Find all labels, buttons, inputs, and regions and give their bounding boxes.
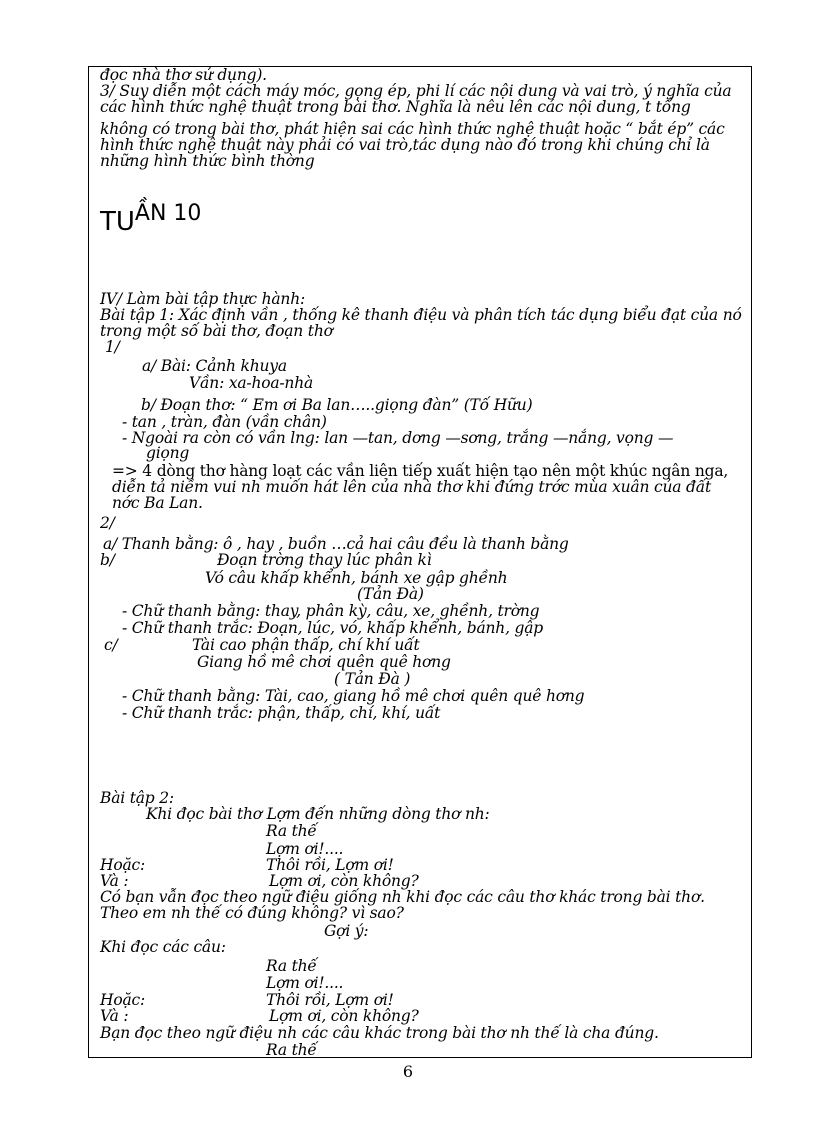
heading-prefix: TU [100,207,135,237]
text-line: - Chữ thanh bằng: thay, phân kỳ, câu, xe, ghềnh, trờng [122,602,540,620]
text-line: a/ Bài: Cảnh khuya [142,357,287,375]
text-line: trong một số bài thơ, đoạn thơ [100,322,333,340]
text-line: b/ [100,551,115,569]
section-title: Bài tập 2: [100,789,174,807]
page-number: 6 [402,1062,414,1081]
text-line: - Chữ thanh bằng: Tài, cao, giang hồ mê chơi quên quê hơng [122,687,585,705]
text-line: đọc nhà thơ sử dụng). [100,66,267,84]
text-line: Gợi ý: [324,922,369,940]
text-line: diễn tả niềm vui nh muốn hát lên của nhà thơ khi đứng trớc mùa xuân của đất [112,478,712,496]
text-line: - Ngoài ra còn có vần lng: lan —tan, dơng —sơng, trắng —nắng, vọng — [122,429,674,447]
text-line: Và : [100,872,129,890]
poem-author: ( Tản Đà ) [334,670,411,688]
text-line: Hoặc: [100,991,145,1009]
poem-line: Đoạn trờng thay lúc phân kì [217,551,432,569]
text-line: Khi đọc các câu: [100,938,226,956]
text-line: Có bạn vẫn đọc theo ngữ điệu giống nh khi đọc các câu thơ khác trong bài thơ. [100,888,705,906]
text-line: những hình thức bình thờng [100,152,315,170]
text-line: Và : [100,1007,129,1025]
poem-line: Vó câu khấp khểnh, bánh xe gập ghềnh [205,569,508,587]
section-heading [100,201,202,237]
text-line: c/ [104,636,118,654]
text-line: Theo em nh thế có đúng không? vì sao? [100,904,404,922]
text-line: a/ Thanh bằng: ô , hay , buồn …cả hai câu đều là thanh bằng [103,535,569,553]
text-line: - Chữ thanh trắc: Đoạn, lúc, vó, khấp khểnh, bánh, gập [122,619,544,637]
heading-rest: ẦN 10 [134,201,202,226]
page-frame [88,66,752,1058]
text-line: 3/ Suy diễn một cách máy móc, gọng ép, phi lí các nội dung và vai trò, ý nghĩa của [100,82,732,100]
text-line: 1/ [105,338,120,356]
poem-line: Ra thế [266,1041,317,1058]
text-line: nớc Ba Lan. [112,494,203,512]
poem-line: Lợm ơi, còn không? [269,1007,419,1025]
poem-line: Lợm ơi, còn không? [269,872,419,890]
poem-line: Giang hồ mê chơi quên quê hơng [197,653,451,671]
text-line: Hoặc: [100,856,145,874]
poem-line: Thôi rồi, Lợm ơi! [266,856,394,874]
text-line: không có trong bài thơ, phát hiện sai các hình thức nghệ thuật hoặc “ bắt ép” các [100,120,725,138]
text-line: giọng [146,444,190,462]
text-line: hình thức nghệ thuật này phải có vai trò,tác dụng nào đó trong khi chúng chỉ là [100,136,710,154]
section-title: IV/ Làm bài tập thực hành: [100,290,306,308]
text-line: Vần: xa-hoa-nhà [189,374,314,392]
text-line: b/ Đoạn thơ: “ Em ơi Ba lan…..giọng đàn” (Tố Hữu) [141,396,533,414]
text-line: - Chữ thanh trắc: phận, thấp, chí, khí, uất [122,704,441,722]
text-line: Khi đọc bài thơ Lợm đến những dòng thơ nh: [146,805,490,823]
poem-line: Ra thế [266,957,317,975]
poem-line: Lợm ơi!.... [266,840,344,858]
text-line: Bài tập 1: Xác định vần , thống kê thanh điệu và phân tích tác dụng biểu đạt của nó [100,306,742,324]
text-line: => 4 dòng thơ hàng loạt các vần liên tiếp xuất hiện tạo nên một khúc ngân nga, [112,462,729,480]
poem-line: Lợm ơi!.... [266,974,344,992]
poem-line: Thôi rồi, Lợm ơi! [266,991,394,1009]
poem-author: (Tản Đà) [357,585,424,603]
text-line: các hình thức nghệ thuật trong bài thơ. Nghĩa là nêu lên các nội dung, t tổng [100,98,691,116]
poem-line: Tài cao phận thấp, chí khí uất [192,636,420,654]
poem-line: Ra thế [266,822,317,840]
text-line: Bạn đọc theo ngữ điệu nh các câu khác trong bài thơ nh thế là cha đúng. [100,1024,659,1042]
text-line: 2/ [100,514,115,532]
text-line: - tan , tràn, đàn (vần chân) [122,413,327,431]
